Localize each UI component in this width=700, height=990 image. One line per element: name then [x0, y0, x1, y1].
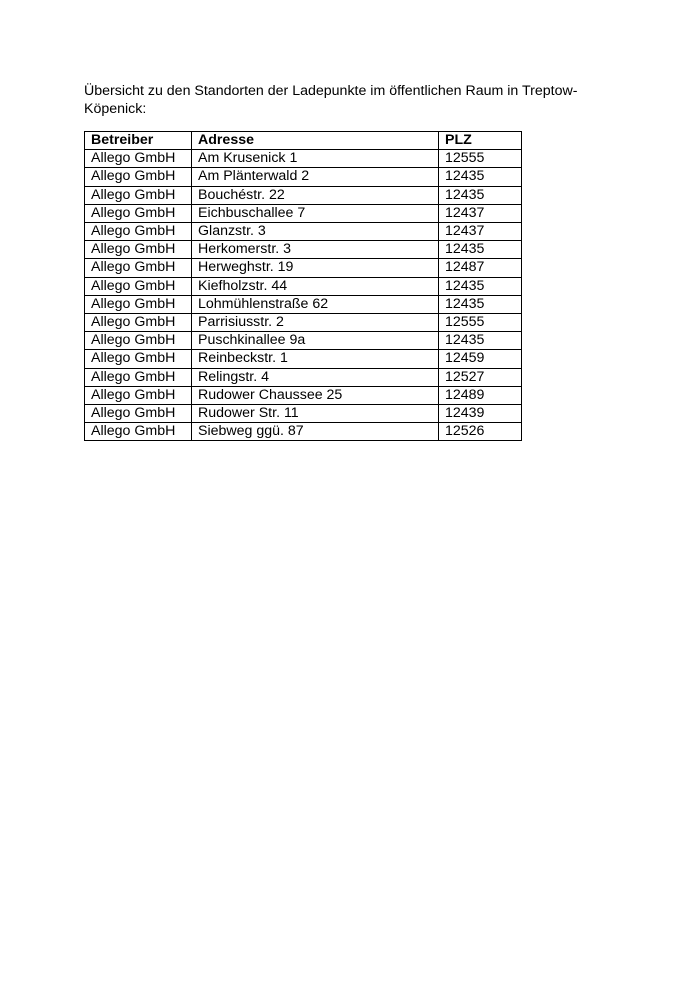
table-row: [85, 150, 522, 168]
plz-cell: 12459: [439, 350, 522, 368]
column-header-plz: PLZ: [439, 132, 522, 150]
adresse-cell: Am Plänterwald 2: [192, 168, 439, 186]
betreiber-cell: Allego GmbH: [85, 295, 192, 313]
betreiber-cell: Allego GmbH: [85, 423, 192, 441]
adresse-cell: Glanzstr. 3: [192, 223, 439, 241]
plz-cell: 12435: [439, 186, 522, 204]
adresse-cell: Relingstr. 4: [192, 368, 439, 386]
table-row: [85, 350, 522, 368]
plz-cell: 12435: [439, 277, 522, 295]
intro-line-2: Köpenick:: [84, 101, 147, 117]
plz-cell: 12439: [439, 405, 522, 423]
plz-cell: 12487: [439, 259, 522, 277]
table-row: [85, 405, 522, 423]
table-row: [85, 277, 522, 295]
table-row: [85, 259, 522, 277]
plz-cell: 12437: [439, 204, 522, 222]
betreiber-cell: Allego GmbH: [85, 332, 192, 350]
adresse-cell: Siebweg ggü. 87: [192, 423, 439, 441]
column-header-betreiber: Betreiber: [85, 132, 192, 150]
betreiber-cell: Allego GmbH: [85, 168, 192, 186]
betreiber-cell: Allego GmbH: [85, 277, 192, 295]
betreiber-cell: Allego GmbH: [85, 386, 192, 404]
betreiber-cell: Allego GmbH: [85, 150, 192, 168]
table-row: [85, 423, 522, 441]
table-row: [85, 368, 522, 386]
adresse-cell: Parrisiusstr. 2: [192, 314, 439, 332]
adresse-cell: Reinbeckstr. 1: [192, 350, 439, 368]
intro-text: [84, 82, 584, 118]
charging-sites-table: [84, 131, 522, 441]
betreiber-cell: Allego GmbH: [85, 350, 192, 368]
plz-cell: 12555: [439, 314, 522, 332]
table-row: [85, 386, 522, 404]
plz-cell: 12435: [439, 241, 522, 259]
adresse-cell: Rudower Str. 11: [192, 405, 439, 423]
intro-line-1: Übersicht zu den Standorten der Ladepunkte im öffentlichen Raum in Treptow-: [84, 83, 578, 99]
adresse-cell: Herkomerstr. 3: [192, 241, 439, 259]
adresse-cell: Eichbuschallee 7: [192, 204, 439, 222]
plz-cell: 12555: [439, 150, 522, 168]
plz-cell: 12435: [439, 168, 522, 186]
plz-cell: 12526: [439, 423, 522, 441]
adresse-cell: Kiefholzstr. 44: [192, 277, 439, 295]
plz-cell: 12435: [439, 295, 522, 313]
adresse-cell: Am Krusenick 1: [192, 150, 439, 168]
plz-cell: 12437: [439, 223, 522, 241]
betreiber-cell: Allego GmbH: [85, 241, 192, 259]
adresse-cell: Puschkinallee 9a: [192, 332, 439, 350]
table-row: [85, 314, 522, 332]
table-header-row: [85, 132, 522, 150]
table-row: [85, 223, 522, 241]
plz-cell: 12435: [439, 332, 522, 350]
table-row: [85, 332, 522, 350]
table-row: [85, 204, 522, 222]
table-row: [85, 186, 522, 204]
plz-cell: 12489: [439, 386, 522, 404]
betreiber-cell: Allego GmbH: [85, 204, 192, 222]
adresse-cell: Lohmühlenstraße 62: [192, 295, 439, 313]
plz-cell: 12527: [439, 368, 522, 386]
table-body: [85, 150, 522, 441]
column-header-adresse: Adresse: [192, 132, 439, 150]
table-row: [85, 168, 522, 186]
betreiber-cell: Allego GmbH: [85, 368, 192, 386]
adresse-cell: Bouchéstr. 22: [192, 186, 439, 204]
betreiber-cell: Allego GmbH: [85, 314, 192, 332]
adresse-cell: Rudower Chaussee 25: [192, 386, 439, 404]
table-row: [85, 295, 522, 313]
betreiber-cell: Allego GmbH: [85, 259, 192, 277]
betreiber-cell: Allego GmbH: [85, 223, 192, 241]
betreiber-cell: Allego GmbH: [85, 405, 192, 423]
adresse-cell: Herweghstr. 19: [192, 259, 439, 277]
table-row: [85, 241, 522, 259]
betreiber-cell: Allego GmbH: [85, 186, 192, 204]
